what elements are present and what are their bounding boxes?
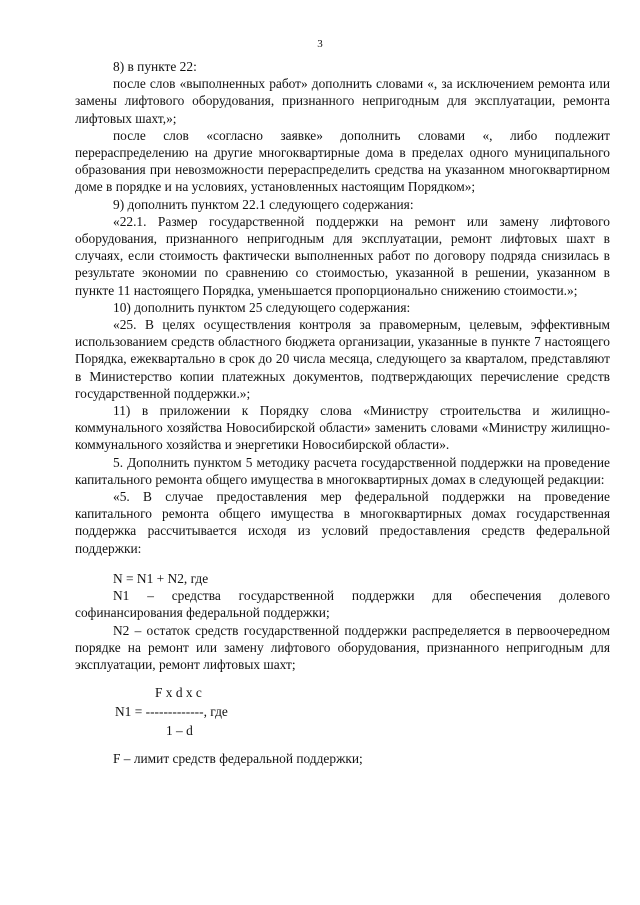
- formula-numerator: F x d x c: [155, 685, 202, 701]
- formula-n: N = N1 + N2, где: [113, 570, 209, 586]
- paragraph: N1 – средства государственной поддержки для обеспечения долевого софинансирования федеральной поддержки;: [75, 588, 610, 621]
- document-body: [75, 58, 610, 767]
- formula-denominator: 1 – d: [166, 723, 193, 739]
- paragraph: F – лимит средств федеральной поддержки;: [113, 751, 363, 767]
- paragraph: «22.1. Размер государственной поддержки на ремонт или замену лифтового оборудования, признанного непригодным для эксплуатации, ремонт лифтовых шахт в случаях, если стоимость фактически выполненных работ по договору подряда снизилась в результате экономии по сравнению со стоимостью, указанной в решении, указанном в пункте 11 настоящего Порядка, уменьшается пропорционально снижению стоимости.»;: [75, 213, 610, 298]
- paragraph: 5. Дополнить пунктом 5 методику расчета государственной поддержки на проведение капитального ремонта общего имущества в многоквартирных домах в следующей редакции:: [75, 454, 610, 487]
- paragraph: после слов «согласно заявке» дополнить словами «, либо подлежит перераспределению на другие многоквартирные дома в пределах одного муниципального образования при невозможности перераспределить средства на указанном многоквартирном доме в порядке и на условиях, установленных настоящим Порядком»;: [75, 127, 610, 195]
- page-number: 3: [317, 38, 323, 50]
- formula-n1: [75, 684, 610, 744]
- formula-fraction-line: N1 = -------------, где: [115, 704, 228, 720]
- paragraph: 8) в пункте 22:: [113, 59, 197, 74]
- paragraph: N2 – остаток средств государственной поддержки распределяется в первоочередном порядке на ремонт или замену лифтового оборудования, признанного непригодным для эксплуатации, ремонт лифтовых шахт;: [75, 622, 610, 672]
- paragraph: после слов «выполненных работ» дополнить словами «, за исключением ремонта или замены лифтового оборудования, признанного непригодным для эксплуатации, ремонта лифтовых шахт,»;: [75, 76, 610, 126]
- paragraph: 10) дополнить пунктом 25 следующего содержания:: [113, 299, 411, 315]
- paragraph: 11) в приложении к Порядку слова «Министру строительства и жилищно-коммунального хозяйства Новосибирской области» заменить словами «Министру жилищно-коммунального хозяйства и энергетики Новосибирской области».: [75, 403, 610, 453]
- paragraph: «25. В целях осуществления контроля за правомерным, целевым, эффективным использованием средств областного бюджета организации, указанные в пункте 7 настоящего Порядка, ежеквартально в срок до 20 числа месяца, следующего за кварталом, представляют в Министерство копии платежных документов, подтверждающих перечисление средств государственной поддержки.»;: [75, 317, 610, 401]
- paragraph: 9) дополнить пунктом 22.1 следующего содержания:: [113, 196, 414, 212]
- paragraph: «5. В случае предоставления мер федеральной поддержки на проведение капитального ремонта общего имущества в многоквартирных домах государственная поддержка рассчитывается исходя из условий предоставления средств федеральной поддержки:: [75, 489, 610, 556]
